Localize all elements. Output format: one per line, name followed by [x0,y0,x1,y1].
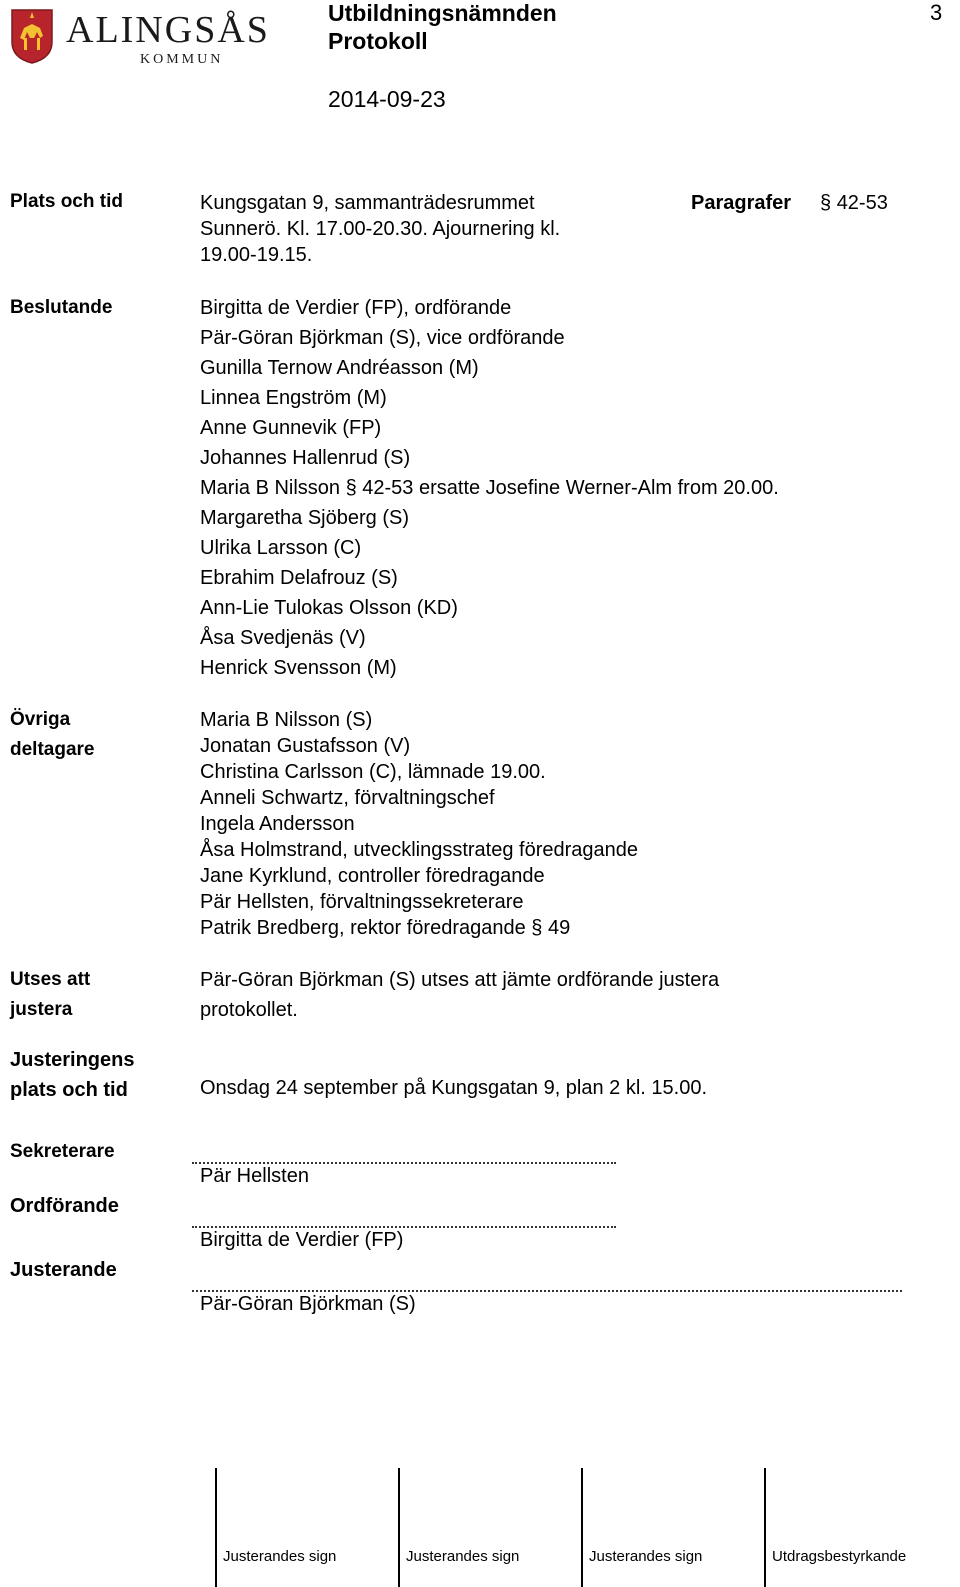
label-line: justera [10,999,73,1020]
other-participants-label [10,705,94,765]
place-label: Plats och tid [10,191,123,212]
list-item: Christina Carlsson (C), lämnade 19.00. [200,761,546,783]
list-item: Gunilla Ternow Andréasson (M) [200,357,479,379]
list-item: Linnea Engström (M) [200,387,387,409]
decision-makers-list [200,293,779,683]
adjuster-name: Pär-Göran Björkman (S) [200,1293,416,1315]
adjusters-label [10,965,90,1025]
list-item: Ulrika Larsson (C) [200,537,362,559]
list-item: Margaretha Sjöberg (S) [200,507,409,529]
label-line: Utses att [10,969,91,990]
label-line: Justeringens [10,1049,135,1071]
chair-label: Ordförande [10,1195,119,1217]
footer-divider [764,1468,766,1587]
logo-subtitle: KOMMUN [140,52,224,67]
adjustment-place-label [10,1045,134,1105]
document-type: Protokoll [328,28,428,54]
footer-box-label: Justerandes sign [406,1548,520,1565]
signature-line [192,1162,616,1164]
footer-divider [215,1468,217,1587]
footer-divider [398,1468,400,1587]
footer-box-label: Justerandes sign [589,1548,703,1565]
municipality-logo [10,6,295,66]
coat-of-arms-icon [10,8,54,64]
adjustment-place-text: Onsdag 24 september på Kungsgatan 9, plan 2 kl. 15.00. [200,1077,708,1099]
list-item: Ebrahim Delafrouz (S) [200,567,398,589]
label-line: deltagare [10,739,95,760]
paragraphs-label: Paragrafer [691,192,792,214]
list-item: Åsa Holmstrand, utvecklingsstrateg föredragande [200,839,639,861]
place-line: Kungsgatan 9, sammanträdesrummet [200,192,535,214]
place-text [200,190,560,268]
list-item: Johannes Hallenrud (S) [200,447,411,469]
footer-divider [581,1468,583,1587]
footer-box-label: Justerandes sign [223,1548,337,1565]
secretary-label: Sekreterare [10,1141,115,1162]
label-line: Övriga [10,709,71,730]
list-item: Pär-Göran Björkman (S), vice ordförande [200,327,565,349]
paragraphs-value [820,190,888,216]
other-participants-list [200,707,638,941]
chair-name: Birgitta de Verdier (FP) [200,1229,404,1251]
list-item: Anne Gunnevik (FP) [200,417,382,439]
text-line: protokollet. [200,999,298,1021]
text-line: Pär-Göran Björkman (S) utses att jämte ordförande justera [200,969,720,991]
paragraphs-range: 42-53 [836,192,888,214]
list-item: Henrick Svensson (M) [200,657,397,679]
adjusters-text [200,965,719,1025]
signature-line [192,1290,902,1292]
list-item: Patrik Bredberg, rektor föredragande § 49 [200,917,571,939]
place-line: 19.00-19.15. [200,244,313,266]
place-line: Sunnerö. Kl. 17.00-20.30. Ajournering kl. [200,218,561,240]
section-symbol: § [820,192,832,214]
list-item: Maria B Nilsson § 42-53 ersatte Josefine Werner-Alm from 20.00. [200,477,779,499]
list-item: Ingela Andersson [200,813,355,835]
list-item: Jane Kyrklund, controller föredragande [200,865,545,887]
list-item: Åsa Svedjenäs (V) [200,627,366,649]
list-item: Jonatan Gustafsson (V) [200,735,411,757]
label-line: plats och tid [10,1079,128,1101]
list-item: Ann-Lie Tulokas Olsson (KD) [200,597,458,619]
footer-box-label: Utdragsbestyrkande [772,1548,907,1565]
meeting-date: 2014-09-23 [328,86,446,112]
list-item: Maria B Nilsson (S) [200,709,373,731]
secretary-name: Pär Hellsten [200,1165,309,1187]
decision-makers-label: Beslutande [10,297,113,318]
list-item: Pär Hellsten, förvaltningssekreterare [200,891,524,913]
organization-name: Utbildningsnämnden [328,0,557,26]
adjuster-label: Justerande [10,1259,117,1281]
logo-wordmark: ALINGSÅS [66,9,270,51]
list-item: Anneli Schwartz, förvaltningschef [200,787,495,809]
list-item: Birgitta de Verdier (FP), ordförande [200,297,512,319]
page-number: 3 [930,0,943,25]
signature-line [192,1226,616,1228]
